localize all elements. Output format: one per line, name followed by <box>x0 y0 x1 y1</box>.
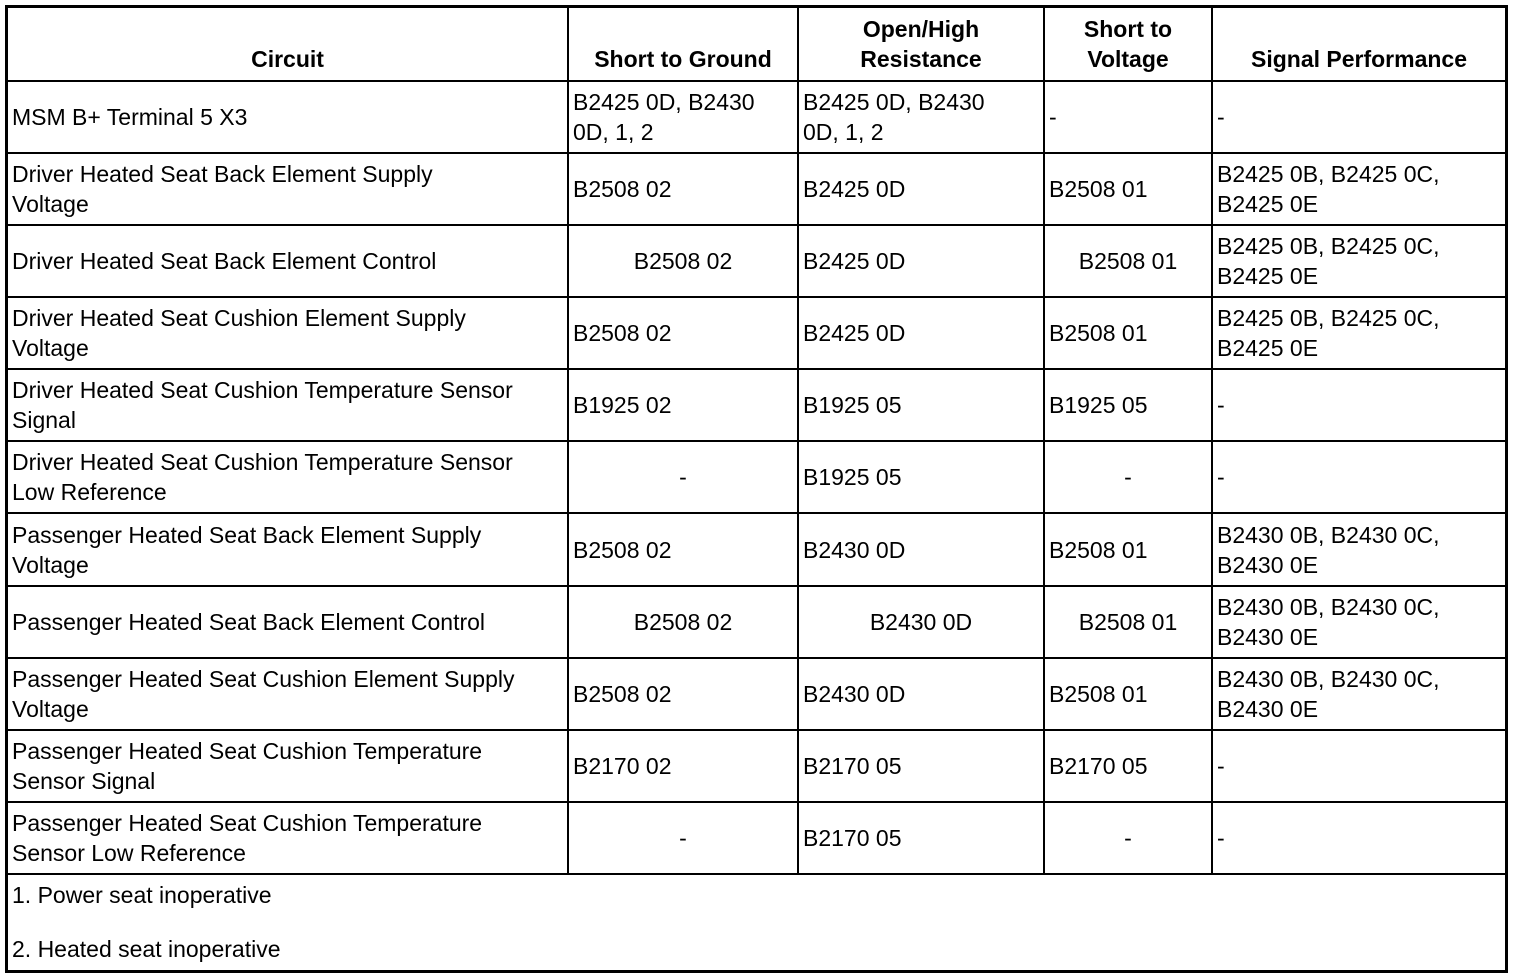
table-row <box>8 658 1505 730</box>
cell-signal-performance: - <box>1212 369 1505 441</box>
cell-short-to-ground: - <box>568 441 798 513</box>
cell-signal-performance: - <box>1212 81 1505 153</box>
table-row <box>8 513 1505 585</box>
cell-signal-performance: B2425 0B, B2425 0C, B2425 0E <box>1212 153 1505 225</box>
cell-short-to-ground: B2508 02 <box>568 513 798 585</box>
cell-circuit: Passenger Heated Seat Cushion Temperature Sensor Low Reference <box>8 802 568 874</box>
table-row <box>8 297 1505 369</box>
cell-short-to-voltage: - <box>1044 441 1212 513</box>
header-open-high-resistance: Open/High Resistance <box>798 8 1044 81</box>
cell-open-high-resistance: B2425 0D <box>798 297 1044 369</box>
cell-signal-performance: - <box>1212 802 1505 874</box>
cell-open-high-resistance: B1925 05 <box>798 369 1044 441</box>
note-item: 1. Power seat inoperative <box>12 882 272 909</box>
cell-short-to-ground: B2508 02 <box>568 586 798 658</box>
cell-short-to-ground: B2508 02 <box>568 658 798 730</box>
cell-short-to-ground: - <box>568 802 798 874</box>
cell-short-to-voltage: B2508 01 <box>1044 297 1212 369</box>
cell-circuit: Driver Heated Seat Cushion Temperature Sensor Signal <box>8 369 568 441</box>
table-row <box>8 369 1505 441</box>
cell-open-high-resistance: B2430 0D <box>798 658 1044 730</box>
cell-open-high-resistance: B2170 05 <box>798 802 1044 874</box>
header-short-to-ground: Short to Ground <box>568 8 798 81</box>
cell-short-to-voltage: B2508 01 <box>1044 225 1212 297</box>
cell-signal-performance: B2430 0B, B2430 0C, B2430 0E <box>1212 586 1505 658</box>
cell-circuit: Passenger Heated Seat Back Element Control <box>8 586 568 658</box>
notes-cell <box>8 874 1505 970</box>
cell-open-high-resistance: B2425 0D <box>798 225 1044 297</box>
table-row <box>8 153 1505 225</box>
cell-short-to-voltage: B2508 01 <box>1044 153 1212 225</box>
cell-signal-performance: B2430 0B, B2430 0C, B2430 0E <box>1212 658 1505 730</box>
cell-short-to-ground: B2508 02 <box>568 153 798 225</box>
cell-short-to-ground: B2425 0D, B2430 0D, 1, 2 <box>568 81 798 153</box>
header-short-to-voltage: Short to Voltage <box>1044 8 1212 81</box>
cell-short-to-voltage: - <box>1044 81 1212 153</box>
cell-open-high-resistance: B1925 05 <box>798 441 1044 513</box>
cell-circuit: Driver Heated Seat Back Element Supply Voltage <box>8 153 568 225</box>
cell-open-high-resistance: B2430 0D <box>798 513 1044 585</box>
cell-short-to-voltage: - <box>1044 802 1212 874</box>
cell-signal-performance: B2430 0B, B2430 0C, B2430 0E <box>1212 513 1505 585</box>
table-row <box>8 81 1505 153</box>
cell-short-to-voltage: B2508 01 <box>1044 513 1212 585</box>
cell-short-to-ground: B2508 02 <box>568 225 798 297</box>
cell-signal-performance: B2425 0B, B2425 0C, B2425 0E <box>1212 297 1505 369</box>
header-circuit: Circuit <box>8 8 568 81</box>
cell-circuit: Passenger Heated Seat Back Element Supply Voltage <box>8 513 568 585</box>
cell-short-to-voltage: B2170 05 <box>1044 730 1212 802</box>
notes-row <box>8 874 1505 970</box>
cell-signal-performance: - <box>1212 441 1505 513</box>
dtc-table-frame <box>5 5 1508 973</box>
cell-circuit: Driver Heated Seat Cushion Temperature Sensor Low Reference <box>8 441 568 513</box>
table-row <box>8 802 1505 874</box>
cell-short-to-voltage: B1925 05 <box>1044 369 1212 441</box>
cell-signal-performance: - <box>1212 730 1505 802</box>
cell-circuit: Passenger Heated Seat Cushion Temperature Sensor Signal <box>8 730 568 802</box>
cell-short-to-voltage: B2508 01 <box>1044 586 1212 658</box>
table-row <box>8 730 1505 802</box>
cell-short-to-ground: B1925 02 <box>568 369 798 441</box>
header-signal-performance: Signal Performance <box>1212 8 1505 81</box>
cell-short-to-voltage: B2508 01 <box>1044 658 1212 730</box>
cell-open-high-resistance: B2425 0D, B2430 0D, 1, 2 <box>798 81 1044 153</box>
table-row <box>8 225 1505 297</box>
cell-open-high-resistance: B2430 0D <box>798 586 1044 658</box>
note-item: 2. Heated seat inoperative <box>12 936 281 963</box>
table-row <box>8 441 1505 513</box>
header-row <box>8 8 1505 81</box>
cell-signal-performance: B2425 0B, B2425 0C, B2425 0E <box>1212 225 1505 297</box>
cell-circuit: Driver Heated Seat Back Element Control <box>8 225 568 297</box>
cell-short-to-ground: B2508 02 <box>568 297 798 369</box>
dtc-circuit-table <box>8 8 1505 970</box>
cell-open-high-resistance: B2170 05 <box>798 730 1044 802</box>
cell-circuit: Driver Heated Seat Cushion Element Supply Voltage <box>8 297 568 369</box>
table-row <box>8 586 1505 658</box>
cell-circuit: MSM B+ Terminal 5 X3 <box>8 81 568 153</box>
cell-circuit: Passenger Heated Seat Cushion Element Supply Voltage <box>8 658 568 730</box>
cell-open-high-resistance: B2425 0D <box>798 153 1044 225</box>
cell-short-to-ground: B2170 02 <box>568 730 798 802</box>
